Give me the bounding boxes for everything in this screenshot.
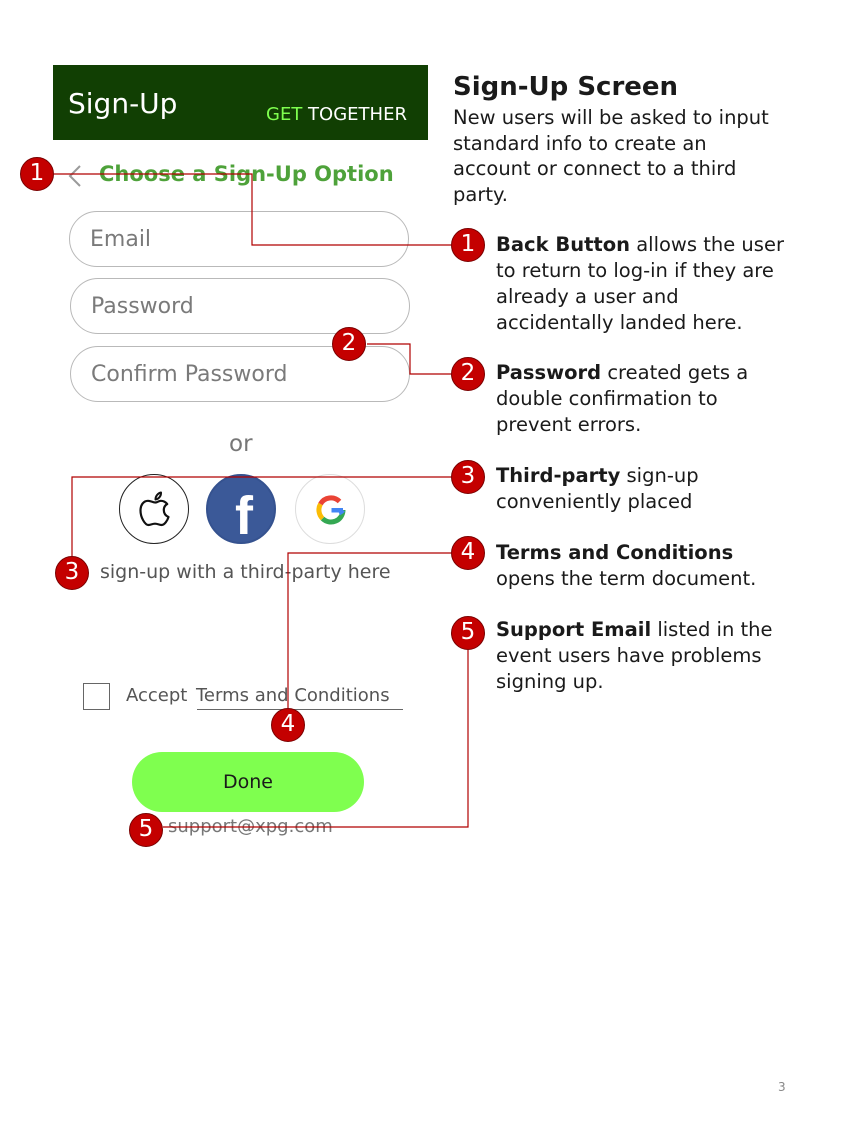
signup-option-title: Choose a Sign-Up Option [99, 162, 394, 186]
note-thirdparty [496, 463, 786, 515]
note-support-email [496, 617, 786, 695]
note-text: allows the user to return to log-in if they are already a user and accidentally landed here. [496, 233, 784, 334]
note-text: sign-up conveniently placed [496, 464, 699, 513]
brand-text-get: GET [266, 104, 303, 125]
google-signup-button[interactable] [295, 474, 365, 544]
note-badge-1: 1 [451, 228, 485, 262]
apple-icon [120, 475, 190, 545]
note-title: Password [496, 361, 602, 384]
callout-badge-4: 4 [271, 708, 305, 742]
note-badge-4: 4 [451, 536, 485, 570]
callout-badge-3: 3 [55, 556, 89, 590]
note-badge-3: 3 [451, 460, 485, 494]
terms-underline [197, 709, 403, 710]
facebook-signup-button[interactable] [206, 474, 276, 544]
callout-badge-2: 2 [332, 327, 366, 361]
screen-heading: Sign-Up Screen [453, 72, 679, 102]
note-terms [496, 540, 786, 592]
callout-badge-5: 5 [129, 813, 163, 847]
back-chevron-icon[interactable] [64, 164, 86, 188]
callout-badge-1: 1 [20, 157, 54, 191]
email-input[interactable] [69, 211, 409, 267]
note-title: Third-party [496, 464, 621, 487]
google-icon [296, 475, 366, 545]
note-title: Terms and Conditions [496, 541, 734, 564]
or-divider-text: or [229, 431, 253, 457]
note-text: listed in the event users have problems signing up. [496, 618, 773, 693]
facebook-icon [208, 476, 278, 546]
support-email-link[interactable]: support@xpg.com [168, 816, 333, 837]
facebook-glyph: f [235, 486, 253, 546]
note-badge-5: 5 [451, 616, 485, 650]
note-password [496, 360, 786, 438]
header-title: Sign-Up [68, 87, 178, 120]
note-back-button [496, 232, 786, 336]
note-title: Back Button [496, 233, 631, 256]
note-title: Support Email [496, 618, 652, 641]
note-text: created gets a double confirmation to prevent errors. [496, 361, 749, 436]
apple-signup-button[interactable] [119, 474, 189, 544]
note-text: opens the term document. [496, 567, 757, 590]
accept-label: Accept [126, 685, 188, 706]
thirdparty-hint: sign-up with a third-party here [100, 561, 391, 583]
screen-intro: New users will be asked to input standard info to create an account or connect to a third party. [453, 106, 769, 206]
brand-logo-text [266, 104, 407, 126]
password-input[interactable] [70, 278, 410, 334]
brand-text-together: TOGETHER [302, 104, 407, 125]
page-number: 3 [778, 1080, 786, 1094]
terms-link[interactable]: Terms and Conditions [196, 685, 390, 706]
accept-terms-checkbox[interactable] [83, 683, 110, 710]
note-badge-2: 2 [451, 357, 485, 391]
done-button[interactable]: Done [132, 752, 364, 812]
